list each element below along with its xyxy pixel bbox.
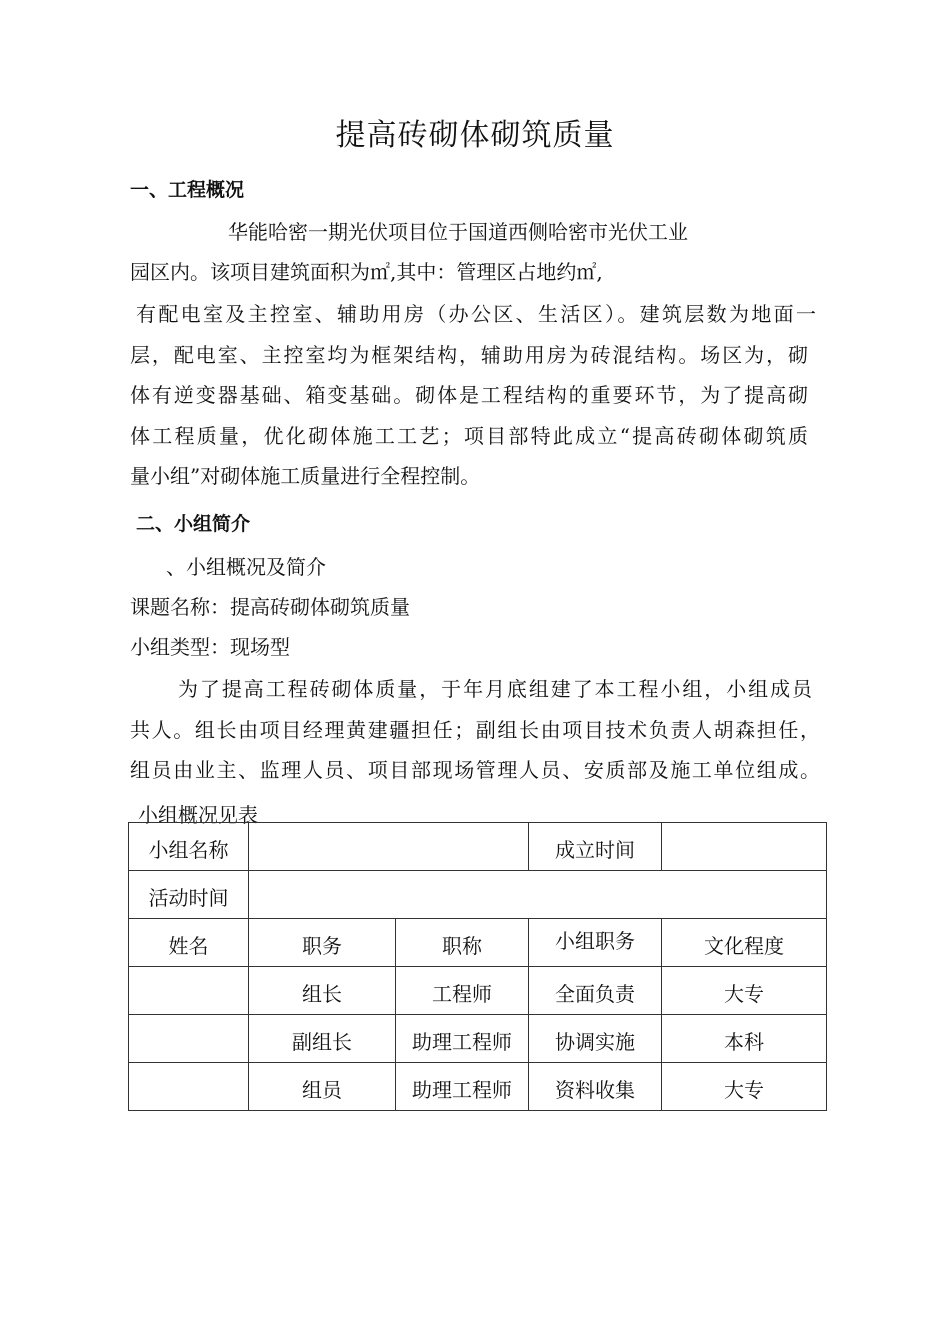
cell-name	[129, 1063, 249, 1111]
group-name-label: 小组名称	[129, 823, 249, 871]
overview-line-7: 量小组”对砌体施工质量进行全程控制。	[130, 464, 481, 488]
table-row-activity	[129, 871, 827, 919]
topic-line: 课题名称：提高砖砌体砌筑质量	[130, 595, 410, 619]
cell-position: 组长	[249, 967, 396, 1015]
cell-education: 本科	[662, 1015, 827, 1063]
header-group-role: 小组职务	[529, 919, 662, 967]
overview-line-1: 华能哈密一期光伏项目位于国道西侧哈密市光伏工业	[228, 220, 688, 244]
overview-line-4: 层，配电室、主控室均为框架结构，辅助用房为砖混结构。场区为，砌	[130, 343, 808, 367]
founded-value	[662, 823, 827, 871]
overview-line-2: 园区内。该项目建筑面积为㎡,其中：管理区占地约㎡,	[130, 260, 603, 284]
founded-label: 成立时间	[529, 823, 662, 871]
activity-value	[249, 871, 827, 919]
overview-line-6: 体工程质量，优化砌体施工工艺；项目部特此成立“提高砖砌体砌筑质	[130, 424, 808, 448]
group-para-line-1: 为了提高工程砖砌体质量，于年月底组建了本工程小组，小组成员	[178, 677, 812, 701]
activity-label: 活动时间	[129, 871, 249, 919]
cell-group-role: 协调实施	[529, 1015, 662, 1063]
table-row	[129, 1015, 827, 1063]
table-row	[129, 967, 827, 1015]
section-heading-overview: 一、工程概况	[130, 179, 245, 201]
group-type-line: 小组类型：现场型	[130, 635, 290, 659]
overview-line-3: 有配电室及主控室、辅助用房（办公区、生活区）。建筑层数为地面一	[136, 302, 816, 326]
group-para-line-3: 组员由业主、监理人员、项目部现场管理人员、安质部及施工单位组成。	[130, 758, 820, 782]
cell-education: 大专	[662, 967, 827, 1015]
overview-line-5: 体有逆变器基础、箱变基础。砌体是工程结构的重要环节，为了提高砌	[130, 383, 808, 407]
table-row	[129, 1063, 827, 1111]
header-position: 职务	[249, 919, 396, 967]
cell-title: 工程师	[396, 967, 529, 1015]
group-table	[128, 822, 827, 1111]
header-education: 文化程度	[662, 919, 827, 967]
cell-education: 大专	[662, 1063, 827, 1111]
section-heading-group: 二、小组简介	[136, 513, 251, 535]
cell-name	[129, 1015, 249, 1063]
header-title: 职称	[396, 919, 529, 967]
group-para-line-2: 共人。组长由项目经理黄建疆担任；副组长由项目技术负责人胡森担任，	[130, 718, 820, 742]
table-header-row	[129, 919, 827, 967]
table-caption: 小组概况见表	[138, 803, 258, 827]
group-subheading: 、小组概况及简介	[166, 555, 326, 579]
document-title: 提高砖砌体砌筑质量	[335, 118, 615, 153]
cell-position: 副组长	[249, 1015, 396, 1063]
group-name-value	[249, 823, 529, 871]
table-row-group-name	[129, 823, 827, 871]
cell-title: 助理工程师	[396, 1063, 529, 1111]
cell-position: 组员	[249, 1063, 396, 1111]
cell-group-role: 全面负责	[529, 967, 662, 1015]
cell-name	[129, 967, 249, 1015]
cell-group-role: 资料收集	[529, 1063, 662, 1111]
cell-title: 助理工程师	[396, 1015, 529, 1063]
header-name: 姓名	[129, 919, 249, 967]
